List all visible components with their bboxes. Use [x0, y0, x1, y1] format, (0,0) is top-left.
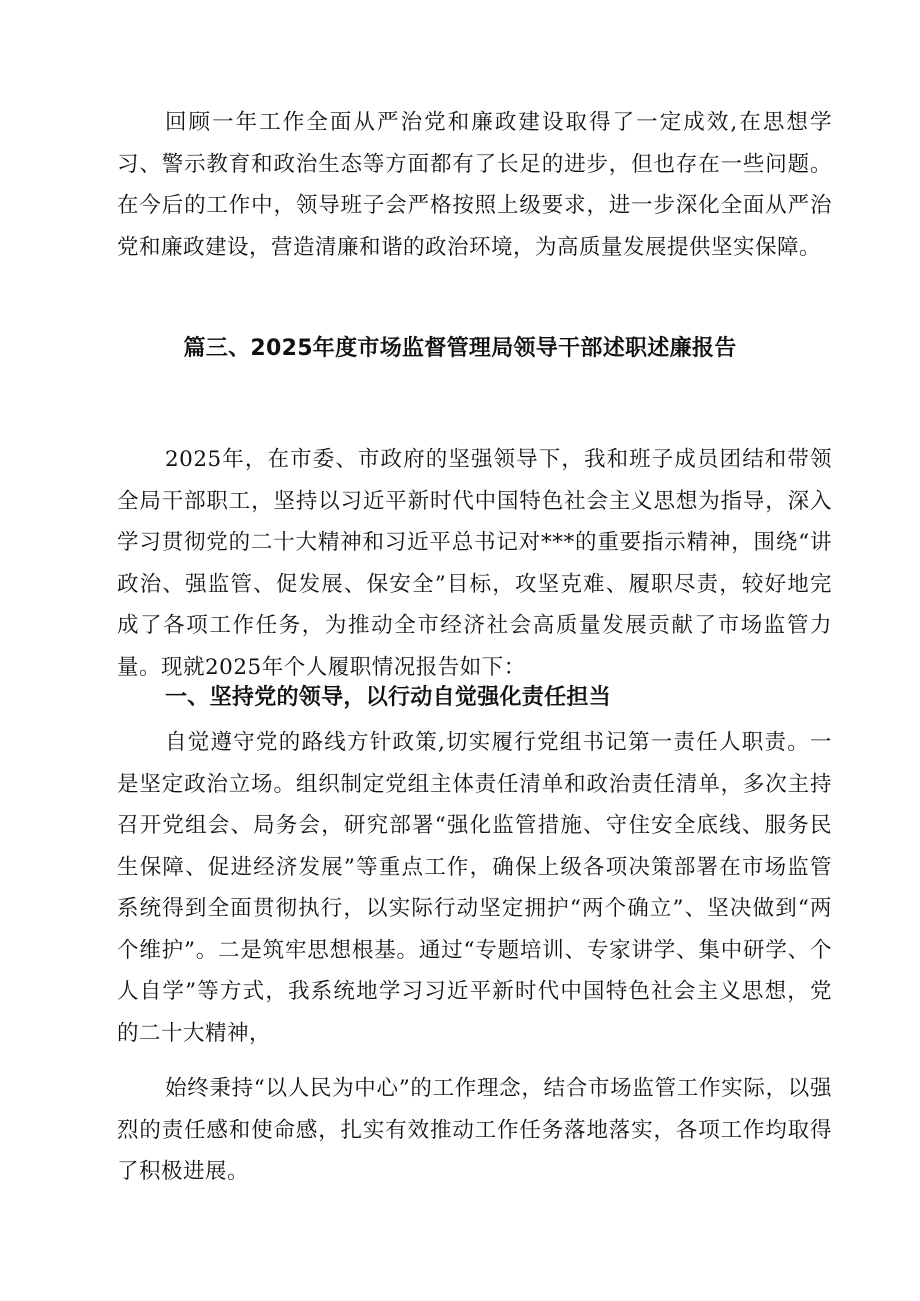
- section-heading: 一、坚持党的领导，以行动自觉强化责任担当: [165, 685, 612, 710]
- section-title: 篇三、2025年度市场监督管理局领导干部述职述廉报告: [183, 336, 737, 361]
- body-paragraph: 自觉遵守党的路线方针政策,切实履行党组书记第一责任人职责。一是坚定政治立场。组织制定党组主体责任清单和政治责任清单，多次主持召开党组会、局务会，研究部署“强化监管措施、守住安全底线、服务民生保障、促进经济发展”等重点工作，确保上级各项决策部署在市场监管系统得到全面贯彻执行，以实际行动坚定拥护“两个确立”、坚决做到“两个维护”。二是筑牢思想根基。通过“专题培训、专家讲学、集中研学、个人自学”等方式，我系统地学习习近平新时代中国特色社会主义思想，党的二十大精神，: [117, 730, 832, 1046]
- body-paragraph: 始终秉持“以人民为中心”的工作理念，结合市场监管工作实际，以强烈的责任感和使命感，扎实有效推动工作任务落地落实，各项工作均取得了积极进展。: [117, 1076, 832, 1184]
- body-paragraph: 回顾一年工作全面从严治党和廉政建设取得了一定成效,在思想学习、警示教育和政治生态等方面都有了长足的进步，但也存在一些问题。在今后的工作中，领导班子会严格按照上级要求，进一步深化全面从严治党和廉政建设，营造清廉和谐的政治环境，为高质量发展提供坚实保障。: [117, 110, 832, 260]
- body-paragraph: 2025年，在市委、市政府的坚强领导下，我和班子成员团结和带领全局干部职工，坚持以习近平新时代中国特色社会主义思想为指导，深入学习贯彻党的二十大精神和习近平总书记对***的重要指示精神，围绕“讲政治、强监管、促发展、保安全”目标，攻坚克难、履职尽责，较好地完成了各项工作任务，为推动全市经济社会高质量发展贡献了市场监管力量。现就2025年个人履职情况报告如下：: [117, 447, 832, 680]
